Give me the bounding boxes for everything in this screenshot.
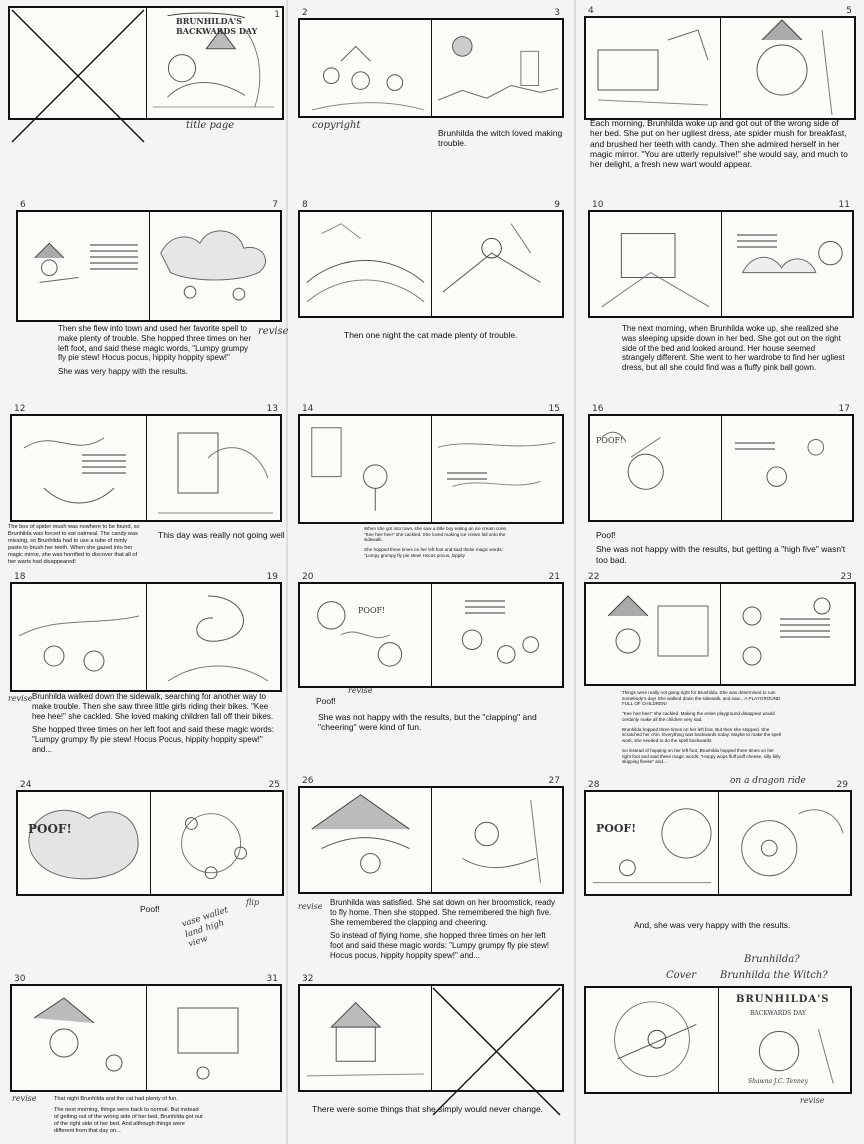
sketch-night-fun [14,988,144,1088]
sketch-moon-town [433,22,560,120]
handwritten-note: vase wallet land high view [180,905,230,950]
caption-p2: The next morning, things were back to normal. But instead of getting out of the wrong side of her bed, Brunhilda got out of the right side of her bed. And although things were different from that day on... [54,1106,203,1134]
page-number: 26 [302,776,314,786]
caption-p1: Brunhilda was satisfied. She sat down on her broomstick, ready to fly home. Then she stopped. She remembered the high five. She remembered the clapping and cheering. [330,898,556,927]
sketch-ice-cream-boy [302,418,429,516]
caption-p2: So instead of flying home, she hopped three times on her left foot and said these magic words: "Lumpy grumpy fly pie stew! Hocus pocus, hippity hoppity spew!" and... [330,931,549,960]
copyright-note: copyright [312,120,361,131]
cover-note: Cover [666,970,697,981]
page-number: 31 [266,974,278,984]
spread-16 [8,970,284,1142]
page-number: 32 [302,974,314,984]
page-number: 8 [302,200,308,210]
page-number: 5 [846,6,852,16]
page-number: 27 [548,776,560,786]
page-number: 21 [548,572,560,582]
sketch-crowd [302,22,429,120]
poof-effect: POOF! [596,436,624,445]
page-number: 10 [592,200,604,210]
illustration-right [150,792,282,894]
caption-p1: Brunhilda walked down the sidewalk, searching for another way to make trouble. Then she saw three little girls riding their bikes. "Kee hee hee!" she cackled. She loved making children fall off their bikes. [32,692,274,721]
caption-p2: She hopped three times on her left foot and said these magic words: "Lumpy grumpy fly pie stew! Hocus Pocus, hippity hoppity spew!" and... [32,725,274,754]
page-number: 25 [268,780,280,790]
text-placeholder-lines [735,438,775,454]
page-number: 17 [838,404,850,414]
page-number: 16 [592,404,604,414]
sketch-cauldron [302,214,429,312]
spread-4 [8,196,289,386]
page-number: 23 [840,572,852,582]
illustration-right [431,788,562,892]
illustration-left [590,212,722,316]
sketch-high-five [592,418,719,516]
title-page-sketch [146,8,282,118]
caption-p2: "Kee hee hee!" she cackled. Making the entire playground disappear would certainly make all the children very sad. [622,711,775,722]
sketch-swirl-hat [148,586,278,686]
illustration-right [721,212,852,316]
spread-5 [298,196,564,356]
caption-p1: Things were really not going right for Brunhilda. She was determined to ruin somebody's day! She walked down the sidewalk, and saw... A PLAYGROUND FULL OF CHILDREN! [622,690,781,707]
sketch-witch-closeup [302,790,429,888]
sketch-magic-cloud [151,214,278,312]
revise-note: revise [8,694,33,703]
illustration-left [300,416,432,522]
text-placeholder-lines [737,230,777,252]
spread-2 [298,6,564,166]
blank-page [10,8,147,118]
illustration-left [18,212,150,320]
page-number: 18 [14,572,26,582]
sketch-right-side-bed [148,988,278,1088]
page-number: 15 [548,404,560,414]
spread-13 [8,776,284,966]
page-number: 2 [302,8,308,18]
spread-14 [298,776,564,990]
illustration-right [718,792,850,894]
illustration-left [300,20,432,116]
text-placeholder-lines [90,240,138,274]
illustration-left [586,18,721,118]
sketch-girls-bikes [14,586,144,686]
illustration-left [300,986,432,1090]
caption: The next morning, when Brunhilda woke up, she realized she was sleeping upside down in her bed. She got out on the right side of the bed and looked around. Her house seemed strangely different. She went to her wardrobe to find her ugliest dress, but all she could find was a fluffy pink ball gown. [622,324,845,372]
sketch-swirling-children [152,794,280,892]
poof-effect: POOF! [596,822,637,835]
revise-note: revise [800,1096,825,1105]
page-number: 12 [14,404,26,414]
page-number: 11 [838,200,850,210]
cover-author: Shawna J.C. Tenney [748,1078,808,1085]
illustration-right [146,584,280,690]
illustration-right [431,20,562,116]
sketch-bedroom [588,20,718,120]
page-number: 3 [554,8,560,18]
sketch-fairground [720,794,848,892]
sketch-witch-mirror [722,20,852,120]
sketch-ferris-wheel [588,794,716,892]
text-placeholder-lines [465,596,505,618]
crossed-out-placeholder [433,988,560,1115]
caption [596,530,854,569]
spread-9 [584,400,856,568]
illustration-left [12,416,147,520]
caption-p1: Then she flew into town and used her favorite spell to make plenty of trouble. She hopped three times on her left foot, and said these magic words, "Lumpy grumpy fly pie stew! Hocus pocus, hippity hoppity spew!" [58,324,252,363]
caption-right: This day was really not going well [158,530,285,540]
spread-7 [8,400,284,568]
caption: Brunhilda the witch loved making trouble. [438,128,563,149]
sketch-witch-moon [588,990,716,1088]
spread-15 [584,776,856,966]
page-number: 14 [302,404,314,414]
caption-left: The box of spider mush was nowhere to be found, so Brunhilda was forced to eat oatmeal. The candy was missing, so Brunhilda had to use a tube of minty paste to brush her teeth. When she gazed into her magic mirror, she was horrified to discover that all of her warts had disappeared! [8,524,140,565]
caption-right: She was not happy with the results, but the "clapping" and "cheering" were kind of fun. [318,712,537,733]
cover-title: BRUNHILDA'S [736,994,830,1005]
illustration-left [300,584,432,686]
spread-12 [584,568,856,780]
spread-17 [298,970,564,1130]
page-number: 28 [588,780,600,790]
revise-note: revise [298,902,323,911]
illustration-left [300,788,432,892]
title-sketch-label: BRUNHILDA'S BACKWARDS DAY [176,16,258,36]
page-number: 19 [266,572,278,582]
spread-1 [8,6,284,131]
back-cover [586,988,719,1092]
illustration-left [12,986,147,1090]
illustration-left [12,584,147,690]
caption-p2: She hopped three times on her left foot and said these magic words: "Lumpy grumpy fly pie stew! Hocus pocus, hippity [364,547,503,558]
page-number: 9 [554,200,560,210]
caption-p3: Brunhilda hopped three times on her left foot. But then she stopped. She scratched her chin. Everything was backwards today. Maybe to make the spell work, she needed to do the spell backwards. [622,726,781,744]
caption [364,526,514,563]
revise-note: revise [12,1094,37,1103]
caption-p1: Poof! [596,530,616,540]
title-question-1: Brunhilda? [744,954,800,965]
caption: And, she was very happy with the results. [634,920,791,930]
illustration-right [431,212,562,316]
caption-p1: That night Brunhilda and the cat had plenty of fun. [54,1096,178,1102]
sketch-pink-gown [723,214,850,312]
page-number: 6 [20,200,26,210]
caption-p4: So instead of hopping on her left foot, Brunhilda hopped three times on her right foot and said these magic words: "Hoppy wops fluff puff cheese, silly billy skipping fleese" and... [622,747,781,765]
sketch-poof-bikes [302,586,429,684]
front-cover [718,988,850,1092]
flip-note: flip [246,898,260,907]
illustration-left [300,212,432,316]
sketch-cat-trouble [433,214,560,312]
caption-p2: She was not happy with the results, but getting a "high five" wasn't too bad. [596,544,846,565]
page-number: 20 [302,572,314,582]
sketch-broomstick [433,790,560,888]
crossed-out-placeholder [12,10,144,142]
revise-note: revise [258,326,289,337]
cover-spread [584,954,856,1142]
illustration-left [18,792,151,894]
caption: There were some things that she simply would never change. [312,1104,544,1114]
caption [54,1096,204,1139]
sketch-poof-cloud [20,794,148,892]
text-placeholder-lines [447,468,487,484]
illustration-right [720,18,854,118]
sketch-street [433,418,560,516]
poof-effect: POOF! [28,822,72,836]
blank-page [431,986,562,1090]
spread-11 [298,568,564,746]
cover-subtitle: BACKWARDS DAY [750,1010,807,1017]
illustration-right [720,584,854,684]
page-number: 29 [836,780,848,790]
caption [330,898,560,965]
page-number: 4 [588,6,594,16]
caption: Poof! [140,904,160,914]
revise-note: revise [348,686,373,695]
page-number: 30 [14,974,26,984]
spread-8 [298,400,564,568]
dragon-ride-note: on a dragon ride [730,776,806,786]
page-number: 7 [272,200,278,210]
caption-p1: When she got into town, she saw a little boy eating an ice cream cone. "Kee hee hee!" she cackled. She loved making ice cream fall onto the sidewalk. [364,526,508,543]
caption [58,324,252,381]
sketch-house-ending [302,988,429,1086]
spread-3 [584,6,856,194]
spread-6 [584,196,856,386]
page-number: 1 [274,10,280,20]
illustration-right [431,416,562,522]
text-placeholder-lines [780,614,830,642]
sketch-upside-down-bed [592,214,719,312]
caption-left: Poof! [316,696,336,706]
sketch-mirror-horror [148,418,278,518]
illustration-right [146,986,280,1090]
illustration-right [721,416,852,520]
text-placeholder-lines [82,450,126,478]
sketch-playground [588,586,718,686]
title-page-note: title page [186,120,235,131]
caption: Then one night the cat made plenty of trouble. [344,330,518,340]
sketch-witch-small [723,418,850,516]
illustration-right [149,212,280,320]
illustration-right [431,584,562,686]
title-question-2: Brunhilda the Witch? [720,970,828,981]
page-number: 13 [266,404,278,414]
page-number: 22 [588,572,600,582]
spread-10 [8,568,284,778]
illustration-right [146,416,280,520]
illustration-left [590,416,722,520]
caption [622,690,784,769]
caption-p2: She was very happy with the results. [58,367,188,376]
page-number: 24 [20,780,32,790]
illustration-left [586,792,719,894]
sketch-witch-face [720,990,848,1088]
caption [32,692,276,759]
poof-effect: POOF! [358,606,386,615]
caption: Each morning, Brunhilda woke up and got out of the wrong side of her bed. She put on her ugliest dress, ate spider mush for breakfast, and brushed her teeth with candy. Then she admired herself in her magic mirror. "You are utterly repulsive!" she would say, and much to her delight, a fresh new wart would appear. [590,118,848,170]
illustration-left [586,584,721,684]
